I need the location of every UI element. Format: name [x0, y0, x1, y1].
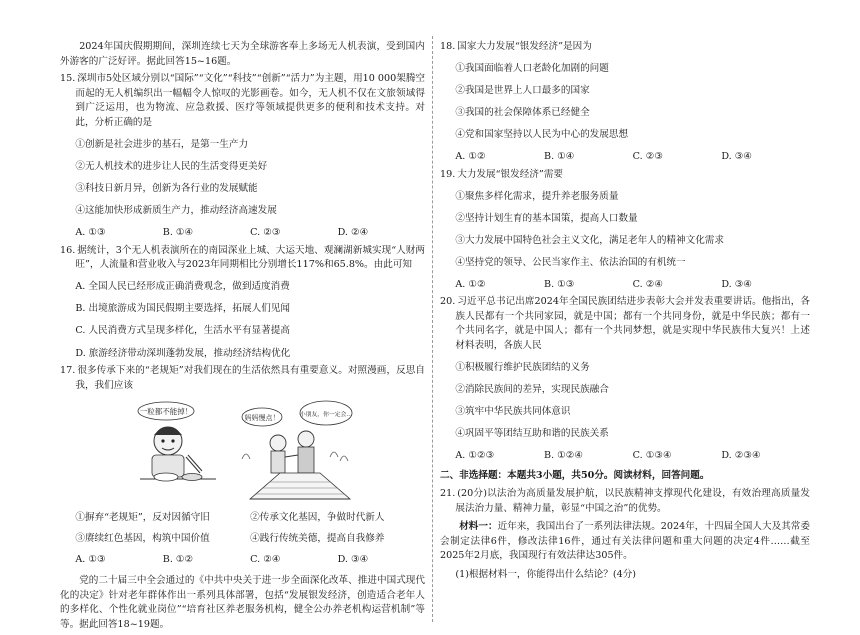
option-d: D. ②④	[337, 226, 369, 238]
intro-passage-18-19: 党的二十届三中全会通过的《中共中央关于进一步全面深化改革、推进中国式现代化的决定》针对老年群体作出一系列具体部署，包括“发展银发经济，创造适合老年人的多样化、个性化就业岗位”“培育社区养老服务机构，健全公办养老机构运营机制”等等。据此回答18~19题。	[60, 575, 425, 630]
question-stem: 据统计，3个无人机表演所在的南园深业上城、大运天地、观澜湖新城实现“人财两旺”，人流量和营业收入与2023年同期相比分别增长117%和65.8%。由此可知	[75, 244, 425, 271]
option-d: D. ③④	[721, 278, 752, 290]
question-stem: 国家大力发展“银发经济”是因为	[457, 41, 592, 52]
right-column	[440, 40, 810, 583]
question-21	[440, 487, 810, 583]
question-number: 15.	[60, 73, 76, 85]
option-b: B. 出境旅游成为国民假期主要选择，拓展人们见闻	[75, 303, 290, 315]
option-d: D. ③④	[337, 554, 369, 566]
option-b: B. ①②	[162, 554, 194, 566]
option-c: C. ②④	[632, 278, 663, 290]
option-a: A. ①②	[455, 150, 486, 162]
option-c: C. ②④	[250, 554, 281, 566]
question-number: 20.	[440, 296, 456, 308]
statement-4: ④巩固平等团结互助和谐的民族关系	[455, 428, 609, 440]
column-divider	[432, 36, 433, 622]
question-number: 16.	[60, 244, 76, 256]
cartoon-image	[130, 399, 360, 507]
option-b: B. ①④	[544, 150, 575, 162]
statement-1: ①我国面临着人口老龄化加剧的问题	[455, 63, 609, 75]
options-row	[440, 449, 810, 464]
option-a: A. ①②③	[455, 449, 495, 461]
option-b: B. ①③	[544, 278, 575, 290]
option-b: B. ①④	[162, 226, 194, 238]
option-c: C. ②③	[632, 150, 663, 162]
statements-grid	[60, 511, 425, 546]
option-a: A. ①③	[75, 554, 106, 566]
question-15	[60, 72, 425, 240]
material-label: 材料一：	[459, 521, 498, 533]
option-c: C. 人民消费方式呈现多样化，生活水平有显著提高	[75, 325, 290, 337]
question-number: 21.	[440, 488, 456, 500]
statement-2: ②我国是世界上人口最多的国家	[455, 85, 590, 97]
question-stem: 大力发展“银发经济”需要	[457, 168, 564, 180]
cartoon-illustration	[60, 399, 425, 507]
question-19	[440, 168, 810, 293]
cartoon-bubble-3: 小朋友，你一定会…	[299, 412, 353, 419]
statement-2: ②传承文化基因，争做时代新人	[250, 512, 385, 524]
options-row	[60, 553, 425, 568]
statement-4: ④党和国家坚持以人民为中心的发展思想	[455, 129, 629, 141]
options-row	[440, 150, 810, 165]
question-20	[440, 295, 810, 463]
option-d: D. ②③④	[721, 449, 761, 461]
question-16	[60, 244, 425, 362]
question-number: 18.	[440, 41, 456, 52]
question-stem: 很多传承下来的“老规矩”对我们现在的生活依然具有重要意义。对照漫画，反思自我，我们应该	[75, 365, 425, 391]
question-number: 19.	[440, 168, 456, 180]
statement-3: ③我国的社会保障体系已经健全	[455, 107, 590, 119]
statement-2: ②坚持计划生育的基本国策，提高人口数量	[455, 212, 638, 224]
options-row	[440, 278, 810, 293]
material-text: 近年来，我国出台了一系列法律法规。2024年，十四届全国人大及其常委会制定法律6件，修改法律16件，通过有关法律问题和重大问题的决定4件……截至2025年2月底，我国现行有效法律达305件。	[440, 521, 810, 562]
statement-3: ③筑牢中华民族共同体意识	[455, 406, 571, 418]
left-column	[60, 40, 425, 635]
statement-2: ②消除民族间的差异，实现民族融合	[455, 384, 609, 396]
question-18	[440, 40, 810, 165]
question-17	[60, 364, 425, 568]
cartoon-bubble-2: 妈妈慢点！	[244, 414, 280, 423]
statement-1: ①创新是社会进步的基石，是第一生产力	[75, 139, 249, 151]
option-a: A. 全国人民已经形成正确消费观念，做到适度消费	[75, 281, 290, 293]
question-stem: 深圳市5处区域分别以“国际”“文化”“科技”“创新”“活力”为主题，用10 000架腾空而起的无人机编织出一幅幅令人惊叹的光影画卷。如今，无人机不仅在文旅领域得到广泛运用，也为物流、应急救援、医疗等领域提供更多的便利和技术支持。对此，分析正确的是	[75, 73, 426, 128]
statement-3: ③赓续红色基因，构筑中国价值	[75, 532, 210, 544]
intro-passage-15-16: 2024年国庆假期期间，深圳连续七天为全球游客奉上多场无人机表演，受到国内外游客的广泛好评。据此回答15~16题。	[60, 41, 425, 67]
statement-1: ①积极履行维护民族团结的义务	[455, 362, 590, 373]
statement-4: ④践行传统美德，提高自我修养	[250, 532, 385, 544]
option-b: B. ①②④	[544, 449, 583, 461]
statement-3: ③科技日新月异，创新为各行业的发展赋能	[75, 183, 258, 195]
statement-4: ④坚持党的领导、公民当家作主、依法治国的有机统一	[455, 256, 686, 268]
options-row	[60, 226, 425, 241]
statement-1: ①聚焦多样化需求，提升养老服务质量	[455, 190, 619, 202]
statement-3: ③大力发展中国特色社会主义文化，满足老年人的精神文化需求	[455, 234, 724, 246]
material-1	[440, 520, 810, 564]
question-number: 17.	[60, 365, 76, 377]
option-d: D. ③④	[721, 150, 752, 162]
option-d: D. 旅游经济带动深圳蓬勃发展，推动经济结构优化	[75, 347, 291, 359]
cartoon-bubble-1: 一粒都不能掉！	[139, 407, 193, 417]
statement-2: ②无人机技术的进步让人民的生活变得更美好	[75, 161, 268, 173]
option-a: A. ①②	[455, 278, 486, 290]
statement-1: ①摒弃“老规矩”，反对因循守旧	[75, 512, 210, 524]
option-a: A. ①③	[75, 226, 106, 238]
question-stem: 习近平总书记出席2024年全国民族团结进步表彰大会并发表重要讲话。他指出，各族人民都有一个共同家园，就是中国；都有一个共同身份，就是中华民族；都有一个共同名字，就是中国人；都有一个共同梦想，就是实现中华民族伟大复兴！上述材料表明，各族人民	[455, 296, 810, 351]
statement-4: ④这能加快形成新质生产力，推动经济高速发展	[75, 205, 277, 217]
section-heading: 二、非选择题：本题共3小题，共50分。阅读材料，回答问题。	[440, 470, 710, 482]
option-c: C. ②③	[250, 226, 281, 238]
question-stem: (20分)以法治为高质量发展护航，以民族精神支撑现代化建设，有效治理高质量发展法治力量、精神力量，彰显“中国之治”的优势。	[455, 488, 810, 514]
sub-question-1: (1)根据材料一，你能得出什么结论？(4分)	[455, 569, 637, 581]
option-c: C. ①③④	[632, 449, 672, 461]
